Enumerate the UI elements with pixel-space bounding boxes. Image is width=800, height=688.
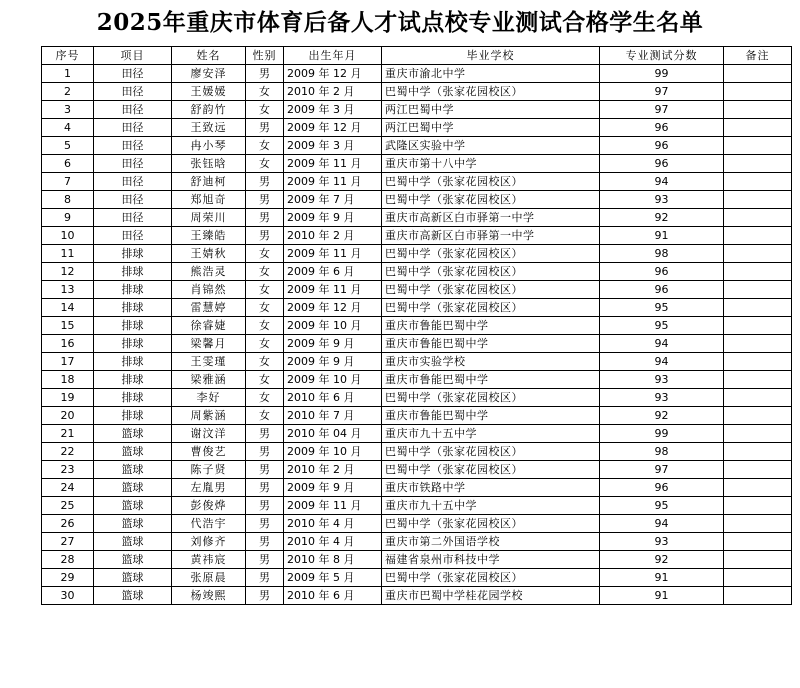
cell-birth: 2009 年 9 月 <box>284 335 382 353</box>
cell-birth: 2010 年 4 月 <box>284 515 382 533</box>
cell-gender: 男 <box>246 425 284 443</box>
cell-gender: 女 <box>246 407 284 425</box>
cell-score: 96 <box>600 281 724 299</box>
cell-no: 26 <box>42 515 94 533</box>
cell-score: 93 <box>600 191 724 209</box>
cell-school: 巴蜀中学（张家花园校区） <box>382 389 600 407</box>
cell-gender: 男 <box>246 443 284 461</box>
cell-school: 福建省泉州市科技中学 <box>382 551 600 569</box>
cell-note <box>724 515 792 533</box>
cell-no: 27 <box>42 533 94 551</box>
cell-name: 廖安泽 <box>172 65 246 83</box>
table-row <box>42 533 792 551</box>
cell-name: 张钰晗 <box>172 155 246 173</box>
cell-name: 王雯瑾 <box>172 353 246 371</box>
header-birth: 出生年月 <box>284 47 382 65</box>
cell-birth: 2009 年 9 月 <box>284 353 382 371</box>
cell-school: 巴蜀中学（张家花园校区） <box>382 569 600 587</box>
cell-score: 93 <box>600 389 724 407</box>
cell-score: 94 <box>600 335 724 353</box>
cell-school: 重庆市实验学校 <box>382 353 600 371</box>
cell-sport: 篮球 <box>94 461 172 479</box>
table-row <box>42 335 792 353</box>
cell-name: 梁馨月 <box>172 335 246 353</box>
table-row <box>42 209 792 227</box>
cell-school: 武隆区实验中学 <box>382 137 600 155</box>
cell-no: 17 <box>42 353 94 371</box>
cell-no: 13 <box>42 281 94 299</box>
cell-score: 96 <box>600 119 724 137</box>
cell-score: 94 <box>600 515 724 533</box>
cell-name: 熊浩灵 <box>172 263 246 281</box>
cell-note <box>724 209 792 227</box>
cell-note <box>724 227 792 245</box>
cell-name: 王婧秋 <box>172 245 246 263</box>
cell-sport: 排球 <box>94 389 172 407</box>
cell-sport: 排球 <box>94 281 172 299</box>
cell-note <box>724 83 792 101</box>
table-row <box>42 443 792 461</box>
cell-note <box>724 137 792 155</box>
table-row <box>42 263 792 281</box>
cell-gender: 男 <box>246 533 284 551</box>
cell-score: 93 <box>600 533 724 551</box>
cell-birth: 2010 年 4 月 <box>284 533 382 551</box>
cell-note <box>724 407 792 425</box>
qualified-students-table <box>41 46 792 605</box>
cell-name: 陈子贤 <box>172 461 246 479</box>
cell-no: 22 <box>42 443 94 461</box>
table-row <box>42 101 792 119</box>
cell-no: 29 <box>42 569 94 587</box>
cell-name: 王臻皓 <box>172 227 246 245</box>
cell-sport: 排球 <box>94 407 172 425</box>
cell-score: 95 <box>600 497 724 515</box>
cell-gender: 男 <box>246 461 284 479</box>
table-row <box>42 407 792 425</box>
cell-gender: 男 <box>246 191 284 209</box>
cell-birth: 2010 年 04 月 <box>284 425 382 443</box>
cell-gender: 女 <box>246 83 284 101</box>
cell-note <box>724 389 792 407</box>
cell-birth: 2009 年 6 月 <box>284 263 382 281</box>
cell-name: 冉小琴 <box>172 137 246 155</box>
header-note: 备注 <box>724 47 792 65</box>
cell-note <box>724 317 792 335</box>
cell-birth: 2009 年 11 月 <box>284 281 382 299</box>
cell-gender: 男 <box>246 569 284 587</box>
cell-sport: 篮球 <box>94 479 172 497</box>
cell-birth: 2009 年 5 月 <box>284 569 382 587</box>
cell-name: 郑旭奇 <box>172 191 246 209</box>
table-row <box>42 137 792 155</box>
cell-birth: 2009 年 11 月 <box>284 245 382 263</box>
cell-no: 11 <box>42 245 94 263</box>
table-header-row <box>42 47 792 65</box>
cell-school: 巴蜀中学（张家花园校区） <box>382 263 600 281</box>
cell-name: 周紫涵 <box>172 407 246 425</box>
cell-gender: 男 <box>246 551 284 569</box>
cell-gender: 女 <box>246 245 284 263</box>
table-row <box>42 497 792 515</box>
cell-sport: 篮球 <box>94 515 172 533</box>
cell-note <box>724 497 792 515</box>
cell-score: 99 <box>600 65 724 83</box>
cell-score: 91 <box>600 569 724 587</box>
cell-name: 曹俊艺 <box>172 443 246 461</box>
document-title: 2025年重庆市体育后备人才试点校专业测试合格学生名单 <box>96 9 704 36</box>
cell-sport: 排球 <box>94 371 172 389</box>
cell-sport: 篮球 <box>94 425 172 443</box>
cell-name: 徐睿婕 <box>172 317 246 335</box>
cell-gender: 男 <box>246 497 284 515</box>
cell-sport: 排球 <box>94 263 172 281</box>
cell-note <box>724 353 792 371</box>
cell-birth: 2009 年 7 月 <box>284 191 382 209</box>
cell-score: 96 <box>600 137 724 155</box>
cell-gender: 女 <box>246 317 284 335</box>
table-row <box>42 587 792 605</box>
cell-gender: 女 <box>246 299 284 317</box>
cell-note <box>724 191 792 209</box>
cell-no: 25 <box>42 497 94 515</box>
cell-score: 94 <box>600 173 724 191</box>
cell-birth: 2010 年 6 月 <box>284 389 382 407</box>
table-row <box>42 425 792 443</box>
cell-birth: 2010 年 6 月 <box>284 587 382 605</box>
header-sport: 项目 <box>94 47 172 65</box>
cell-sport: 田径 <box>94 209 172 227</box>
cell-gender: 男 <box>246 587 284 605</box>
cell-gender: 女 <box>246 263 284 281</box>
table-row <box>42 353 792 371</box>
cell-school: 重庆市渝北中学 <box>382 65 600 83</box>
cell-note <box>724 173 792 191</box>
cell-name: 杨竣熙 <box>172 587 246 605</box>
cell-score: 93 <box>600 371 724 389</box>
cell-note <box>724 263 792 281</box>
cell-score: 96 <box>600 155 724 173</box>
cell-school: 巴蜀中学（张家花园校区） <box>382 281 600 299</box>
cell-birth: 2009 年 12 月 <box>284 299 382 317</box>
cell-no: 5 <box>42 137 94 155</box>
cell-school: 重庆市高新区白市驿第一中学 <box>382 209 600 227</box>
cell-no: 28 <box>42 551 94 569</box>
table-row <box>42 461 792 479</box>
cell-birth: 2009 年 10 月 <box>284 371 382 389</box>
cell-no: 21 <box>42 425 94 443</box>
cell-school: 重庆市铁路中学 <box>382 479 600 497</box>
table-row <box>42 299 792 317</box>
cell-sport: 排球 <box>94 335 172 353</box>
cell-no: 18 <box>42 371 94 389</box>
cell-name: 王媛媛 <box>172 83 246 101</box>
cell-score: 92 <box>600 551 724 569</box>
cell-name: 左胤男 <box>172 479 246 497</box>
cell-note <box>724 245 792 263</box>
cell-score: 91 <box>600 587 724 605</box>
cell-name: 王致远 <box>172 119 246 137</box>
cell-gender: 男 <box>246 227 284 245</box>
cell-name: 黄祎宸 <box>172 551 246 569</box>
cell-sport: 排球 <box>94 245 172 263</box>
cell-name: 李好 <box>172 389 246 407</box>
cell-school: 巴蜀中学（张家花园校区） <box>382 83 600 101</box>
cell-school: 巴蜀中学（张家花园校区） <box>382 461 600 479</box>
cell-no: 24 <box>42 479 94 497</box>
table-row <box>42 155 792 173</box>
cell-score: 98 <box>600 443 724 461</box>
cell-note <box>724 587 792 605</box>
cell-name: 舒韵竹 <box>172 101 246 119</box>
cell-school: 巴蜀中学（张家花园校区） <box>382 245 600 263</box>
cell-gender: 女 <box>246 335 284 353</box>
cell-birth: 2010 年 2 月 <box>284 461 382 479</box>
cell-score: 95 <box>600 317 724 335</box>
cell-sport: 篮球 <box>94 497 172 515</box>
cell-birth: 2010 年 2 月 <box>284 227 382 245</box>
cell-school: 重庆市巴蜀中学桂花园学校 <box>382 587 600 605</box>
table-row <box>42 245 792 263</box>
cell-birth: 2010 年 2 月 <box>284 83 382 101</box>
cell-note <box>724 119 792 137</box>
cell-school: 巴蜀中学（张家花园校区） <box>382 299 600 317</box>
cell-sport: 排球 <box>94 299 172 317</box>
cell-note <box>724 281 792 299</box>
table-row <box>42 119 792 137</box>
cell-no: 9 <box>42 209 94 227</box>
cell-score: 94 <box>600 353 724 371</box>
cell-school: 重庆市第二外国语学校 <box>382 533 600 551</box>
cell-no: 15 <box>42 317 94 335</box>
table-row <box>42 479 792 497</box>
cell-name: 雷慧婷 <box>172 299 246 317</box>
cell-birth: 2009 年 11 月 <box>284 173 382 191</box>
cell-no: 2 <box>42 83 94 101</box>
header-name: 姓名 <box>172 47 246 65</box>
cell-score: 92 <box>600 209 724 227</box>
cell-birth: 2009 年 12 月 <box>284 65 382 83</box>
table-row <box>42 551 792 569</box>
cell-sport: 排球 <box>94 353 172 371</box>
cell-no: 19 <box>42 389 94 407</box>
cell-note <box>724 425 792 443</box>
cell-note <box>724 569 792 587</box>
cell-score: 95 <box>600 299 724 317</box>
cell-sport: 田径 <box>94 83 172 101</box>
cell-sport: 田径 <box>94 155 172 173</box>
cell-score: 97 <box>600 83 724 101</box>
cell-sport: 田径 <box>94 227 172 245</box>
cell-sport: 篮球 <box>94 569 172 587</box>
cell-gender: 男 <box>246 515 284 533</box>
cell-gender: 女 <box>246 353 284 371</box>
cell-sport: 田径 <box>94 191 172 209</box>
cell-school: 重庆市九十五中学 <box>382 497 600 515</box>
table-row <box>42 281 792 299</box>
cell-sport: 排球 <box>94 317 172 335</box>
cell-no: 1 <box>42 65 94 83</box>
cell-sport: 篮球 <box>94 587 172 605</box>
cell-birth: 2009 年 10 月 <box>284 317 382 335</box>
cell-name: 彭俊烨 <box>172 497 246 515</box>
cell-birth: 2009 年 11 月 <box>284 155 382 173</box>
cell-no: 23 <box>42 461 94 479</box>
table-row <box>42 83 792 101</box>
cell-gender: 女 <box>246 137 284 155</box>
cell-school: 巴蜀中学（张家花园校区） <box>382 173 600 191</box>
cell-score: 91 <box>600 227 724 245</box>
table-row <box>42 389 792 407</box>
cell-note <box>724 551 792 569</box>
cell-birth: 2009 年 10 月 <box>284 443 382 461</box>
cell-school: 重庆市鲁能巴蜀中学 <box>382 407 600 425</box>
cell-name: 谢汶洋 <box>172 425 246 443</box>
cell-no: 3 <box>42 101 94 119</box>
cell-note <box>724 65 792 83</box>
header-score: 专业测试分数 <box>600 47 724 65</box>
cell-birth: 2009 年 9 月 <box>284 209 382 227</box>
cell-name: 舒迪柯 <box>172 173 246 191</box>
cell-school: 重庆市九十五中学 <box>382 425 600 443</box>
header-school: 毕业学校 <box>382 47 600 65</box>
cell-no: 7 <box>42 173 94 191</box>
table-body <box>42 65 792 605</box>
cell-school: 重庆市鲁能巴蜀中学 <box>382 335 600 353</box>
cell-gender: 女 <box>246 281 284 299</box>
cell-name: 代浩宇 <box>172 515 246 533</box>
table-row <box>42 515 792 533</box>
cell-no: 16 <box>42 335 94 353</box>
cell-note <box>724 461 792 479</box>
cell-no: 4 <box>42 119 94 137</box>
cell-note <box>724 101 792 119</box>
cell-birth: 2009 年 11 月 <box>284 497 382 515</box>
cell-gender: 女 <box>246 155 284 173</box>
cell-gender: 男 <box>246 119 284 137</box>
cell-gender: 男 <box>246 209 284 227</box>
cell-sport: 篮球 <box>94 443 172 461</box>
cell-no: 8 <box>42 191 94 209</box>
cell-no: 30 <box>42 587 94 605</box>
cell-score: 98 <box>600 245 724 263</box>
cell-name: 刘修齐 <box>172 533 246 551</box>
cell-name: 梁雅涵 <box>172 371 246 389</box>
cell-gender: 男 <box>246 173 284 191</box>
cell-score: 97 <box>600 461 724 479</box>
cell-school: 两江巴蜀中学 <box>382 101 600 119</box>
cell-score: 97 <box>600 101 724 119</box>
table-row <box>42 173 792 191</box>
header-gender: 性别 <box>246 47 284 65</box>
cell-note <box>724 533 792 551</box>
cell-sport: 田径 <box>94 137 172 155</box>
cell-score: 96 <box>600 263 724 281</box>
cell-note <box>724 479 792 497</box>
cell-birth: 2009 年 3 月 <box>284 101 382 119</box>
cell-no: 12 <box>42 263 94 281</box>
cell-score: 99 <box>600 425 724 443</box>
table-row <box>42 65 792 83</box>
cell-note <box>724 299 792 317</box>
cell-no: 20 <box>42 407 94 425</box>
cell-gender: 女 <box>246 371 284 389</box>
cell-school: 重庆市鲁能巴蜀中学 <box>382 317 600 335</box>
cell-school: 重庆市鲁能巴蜀中学 <box>382 371 600 389</box>
table-row <box>42 227 792 245</box>
cell-score: 96 <box>600 479 724 497</box>
cell-note <box>724 371 792 389</box>
cell-school: 重庆市第十八中学 <box>382 155 600 173</box>
cell-name: 周荣川 <box>172 209 246 227</box>
cell-sport: 篮球 <box>94 551 172 569</box>
table-row <box>42 371 792 389</box>
cell-sport: 篮球 <box>94 533 172 551</box>
cell-name: 张原晨 <box>172 569 246 587</box>
cell-sport: 田径 <box>94 101 172 119</box>
cell-sport: 田径 <box>94 119 172 137</box>
cell-birth: 2010 年 7 月 <box>284 407 382 425</box>
cell-sport: 田径 <box>94 173 172 191</box>
table-row <box>42 569 792 587</box>
cell-school: 巴蜀中学（张家花园校区） <box>382 515 600 533</box>
table-row <box>42 317 792 335</box>
cell-gender: 男 <box>246 65 284 83</box>
cell-note <box>724 335 792 353</box>
cell-birth: 2010 年 8 月 <box>284 551 382 569</box>
cell-school: 巴蜀中学（张家花园校区） <box>382 191 600 209</box>
cell-school: 巴蜀中学（张家花园校区） <box>382 443 600 461</box>
cell-note <box>724 155 792 173</box>
cell-gender: 男 <box>246 479 284 497</box>
cell-name: 肖锦然 <box>172 281 246 299</box>
cell-sport: 田径 <box>94 65 172 83</box>
table-row <box>42 191 792 209</box>
header-no: 序号 <box>42 47 94 65</box>
cell-no: 14 <box>42 299 94 317</box>
cell-gender: 女 <box>246 389 284 407</box>
cell-score: 92 <box>600 407 724 425</box>
cell-no: 6 <box>42 155 94 173</box>
cell-birth: 2009 年 3 月 <box>284 137 382 155</box>
cell-birth: 2009 年 12 月 <box>284 119 382 137</box>
cell-gender: 女 <box>246 101 284 119</box>
cell-note <box>724 443 792 461</box>
cell-no: 10 <box>42 227 94 245</box>
cell-birth: 2009 年 9 月 <box>284 479 382 497</box>
cell-school: 重庆市高新区白市驿第一中学 <box>382 227 600 245</box>
cell-school: 两江巴蜀中学 <box>382 119 600 137</box>
